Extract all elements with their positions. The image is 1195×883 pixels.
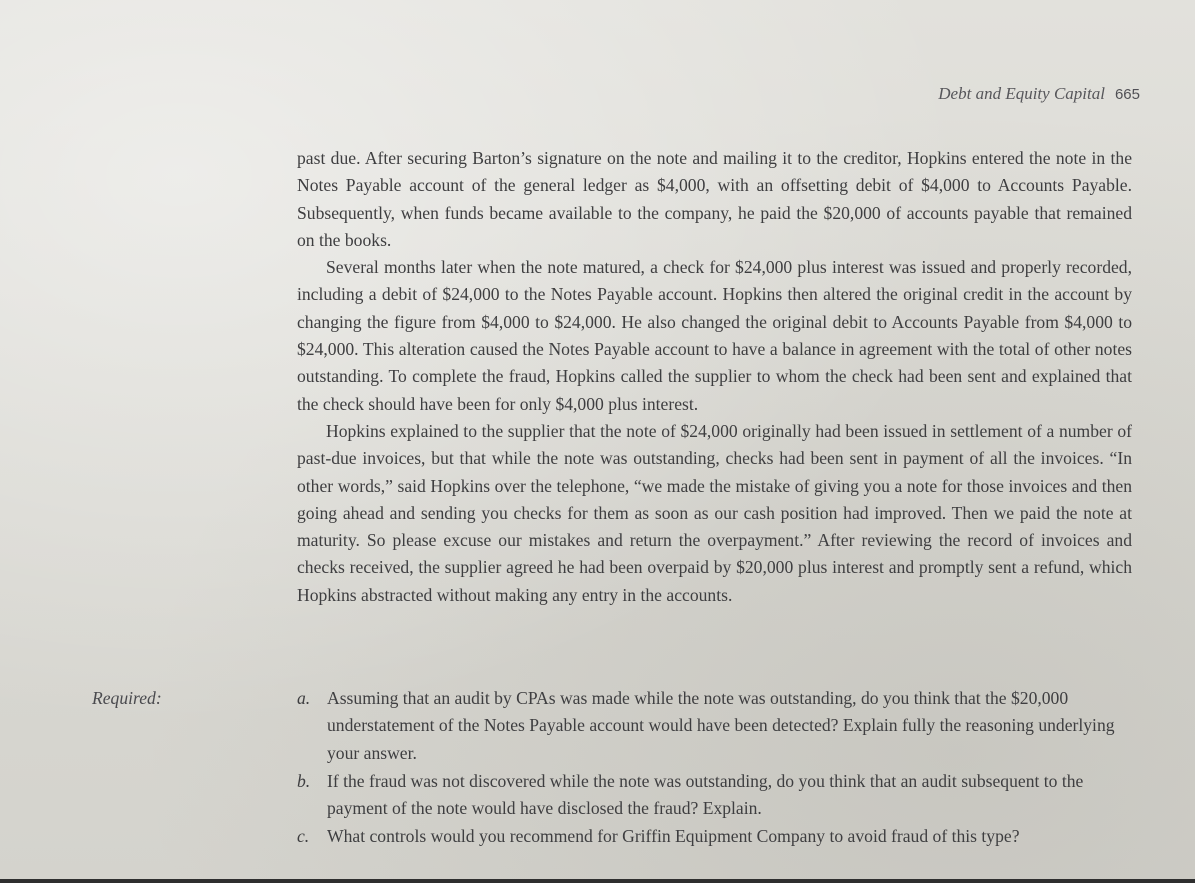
required-item-b (297, 768, 1132, 823)
item-letter: b. (297, 770, 311, 791)
body-text (297, 145, 1132, 609)
item-letter: c. (297, 826, 310, 847)
item-letter: a. (297, 688, 311, 708)
running-head (760, 84, 1140, 104)
item-text: What controls would you recommend for Griffin Equipment Company to avoid fraud of this type? (327, 826, 1020, 847)
item-text: If the fraud was not discovered while the note was outstanding, do you think that an audit subsequent to the payment of the note would have disclosed the fraud? Explain. (327, 770, 1084, 819)
page-bottom-edge (0, 879, 1195, 883)
required-item-a (297, 685, 1132, 767)
required-item-c (297, 823, 1132, 850)
running-title: Debt and Equity Capital (938, 84, 1105, 103)
required-label: Required: (92, 688, 162, 708)
item-text: Assuming that an audit by CPAs was made while the note was outstanding, do you think that the $20,000 understatement of the Notes Payable account would have been detected? Explain fully the reasoning underlying your answer. (327, 688, 1115, 763)
required-list (297, 685, 1132, 852)
page-number: 665 (1114, 86, 1140, 103)
paragraph-continued: past due. After securing Barton’s signature on the note and mailing it to the creditor, Hopkins entered the note in the Notes Payable account of the general ledger as $4,000, with an offsetting debit of $4,000 to Accounts Payable. Subsequently, when funds became available to the company, he paid the $20,000 of accounts payable that remained on the books. (297, 148, 1132, 250)
paragraph-note-matured: Several months later when the note matured, a check for $24,000 plus interest was issued and properly recorded, including a debit of $24,000 to the Notes Payable account. Hopkins then altered the original credit in the account by changing the figure from $4,000 to $24,000. He also changed the original debit to Accounts Payable from $4,000 to $24,000. This alteration caused the Notes Payable account to have a balance in agreement with the total of other notes outstanding. To complete the fraud, Hopkins called the supplier to whom the check had been sent and explained that the check should have been for only $4,000 plus interest. (297, 257, 1132, 414)
paragraph-supplier-explanation: Hopkins explained to the supplier that the note of $24,000 originally had been issued in settlement of a number of past-due invoices, but that while the note was outstanding, checks had been sent in payment of all the invoices. “In other words,” said Hopkins over the telephone, “we made the mistake of giving you a note for those invoices and then going ahead and sending you checks for them as soon as our cash position had improved. Then we paid the note at maturity. So please excuse our mistakes and return the overpayment.” After reviewing the record of invoices and checks received, the supplier agreed he had been overpaid by $20,000 plus interest and promptly sent a refund, which Hopkins abstracted without making any entry in the accounts. (297, 420, 1132, 605)
